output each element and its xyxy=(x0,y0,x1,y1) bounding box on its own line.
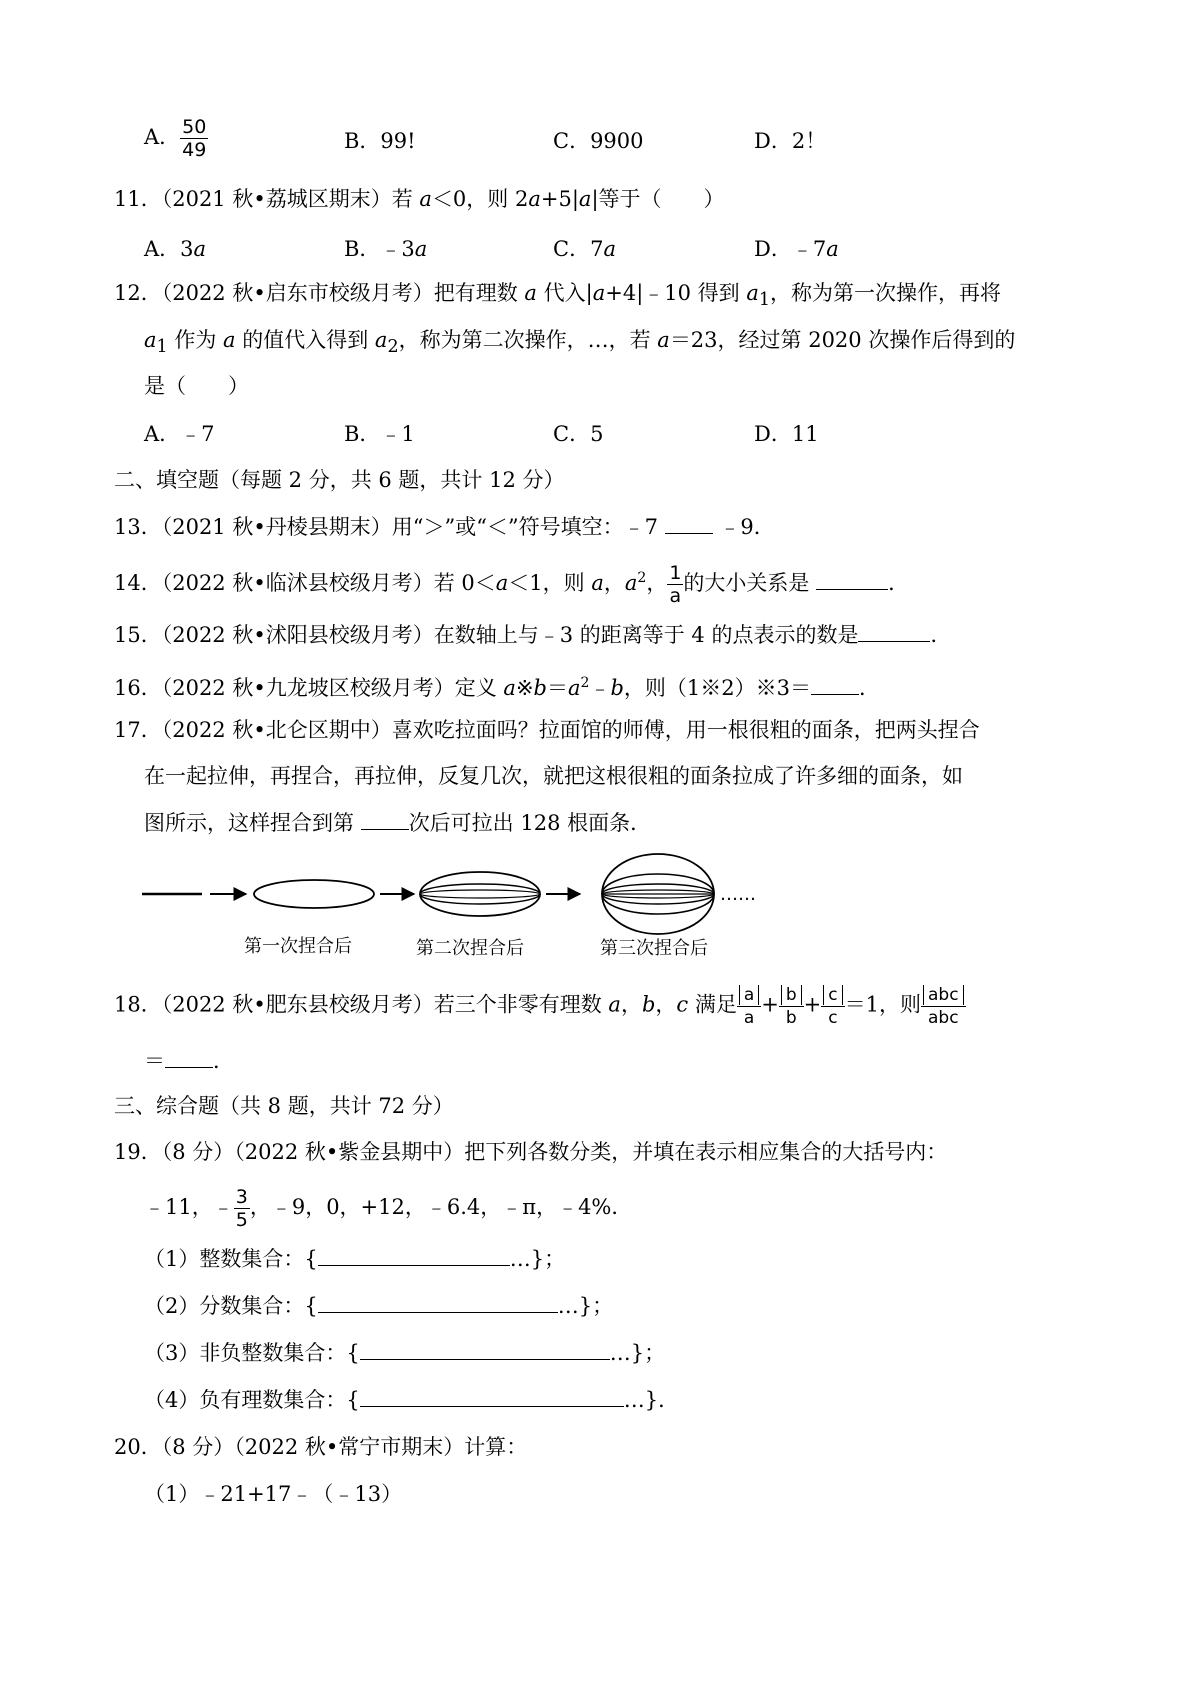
q10-option-a-fraction: $\frac{50}{49}$ xyxy=(182,116,207,161)
q12-option-b: B．﹣1 xyxy=(344,422,415,446)
fold-3-label: 第三次捏合后 xyxy=(600,938,708,959)
q18-abs-c-over-c: $\frac{c}{c}$ xyxy=(821,983,844,1029)
q11-option-d: D．﹣7a xyxy=(754,237,839,261)
q20-part1: （1）﹣21+17﹣（﹣13） xyxy=(144,1482,403,1506)
q17-stem-line1: 17．（2022 秋•北仑区期中）喜欢吃拉面吗？拉面馆的师傅，用一根很粗的面条，把两头捏合 xyxy=(114,718,980,742)
q12-stem-line3: 是（ ） xyxy=(144,374,249,398)
q11-option-c: C．7a xyxy=(553,237,616,261)
q18-abs-a-over-a: $\frac{a}{a}$ xyxy=(737,983,761,1029)
q10-option-a: A． $\frac{50}{49}$ xyxy=(144,116,207,161)
fold-2-label: 第二次捏合后 xyxy=(416,938,524,959)
q12-option-c: C．5 xyxy=(553,422,604,446)
q19-set-integers: （1）整数集合：{ …}； xyxy=(144,1247,566,1271)
q14-stem: 14．（2022 秋•临沭县校级月考）若 0＜a＜1，则 a，$a^2$， $\frac{1}{a}$ 的大小关系是 ． xyxy=(114,562,910,607)
q10-option-d: D．2！ xyxy=(754,129,827,153)
q18-stem-line2: ＝ ． xyxy=(144,1049,234,1073)
q20-stem: 20．（8 分）（2022 秋•常宁市期末）计算： xyxy=(114,1435,528,1459)
q12-option-a: A．﹣7 xyxy=(144,422,215,446)
q11-stem: 11．（2021 秋•荔城区期末）若 a＜0，则 2a+5|a|等于（ ） xyxy=(114,187,725,211)
q15-stem: 15．（2022 秋•沭阳县校级月考）在数轴上与﹣3 的距离等于 4 的点表示的数是 ． xyxy=(114,623,952,647)
q17-stem-line2: 在一起拉伸，再捏合，再拉伸，反复几次，就把这根很粗的面条拉成了许多细的面条，如 xyxy=(144,764,963,788)
fold-1-shape xyxy=(254,880,374,908)
q13-stem: 13．（2021 秋•丹棱县期末）用“＞”或“＜”符号填空：﹣7 ﹣9． xyxy=(114,515,775,539)
q12-option-d: D．11 xyxy=(754,422,819,446)
q19-fractions-blank[interactable] xyxy=(318,1292,558,1313)
noodle-folding-diagram xyxy=(128,850,788,960)
q14-fraction: $\frac{1}{a}$ xyxy=(669,562,682,607)
q19-set-nonneg-integers: （3）非负整数集合：{ …}； xyxy=(144,1341,666,1365)
q19-integers-blank[interactable] xyxy=(318,1245,510,1266)
q11-option-a: A．3a xyxy=(144,237,207,261)
q16-stem: 16．（2022 秋•九龙坡区校级月考）定义 $a※b=a^2﹣b$，则（1※2）※3＝ ． xyxy=(114,675,880,700)
q19-set-neg-rationals: （4）负有理数集合：{ …}． xyxy=(144,1388,680,1412)
q18-stem-line1: 18．（2022 秋•肥东县校级月考）若三个非零有理数 a，b，c 满足 $\frac{a}{a}$ + $\frac{b}{b}$ + $\frac{c}{c}$ ＝1，则 $\frac{\text{abc}}{\text{abc}}$ xyxy=(114,983,966,1029)
q19-set-fractions: （2）分数集合：{ …}； xyxy=(144,1294,614,1318)
section2-heading: 二、填空题（每题 2 分，共 6 题，共计 12 分） xyxy=(114,468,565,492)
q19-fraction: $\frac{3}{5}$ xyxy=(235,1186,248,1231)
q17-answer-blank[interactable] xyxy=(361,809,409,830)
q18-answer-blank[interactable] xyxy=(165,1047,213,1068)
q13-answer-blank[interactable] xyxy=(665,513,713,534)
fold-2-shape xyxy=(420,872,540,916)
q10-option-c: C．9900 xyxy=(553,129,644,153)
q19-neg-rationals-blank[interactable] xyxy=(360,1386,624,1407)
q12-stem-line1: 12．（2022 秋•启东市校级月考）把有理数 a 代入|a+4|﹣10 得到 $a_1$，称为第一次操作，再将 xyxy=(114,281,1002,311)
continuation-dots: …… xyxy=(720,884,756,905)
q11-option-b: B．﹣3a xyxy=(344,237,428,261)
q12-stem-line2: $a_1$ 作为 a 的值代入得到 $a_2$，称为第二次操作，…，若 a＝23，经过第 2020 次操作后得到的 xyxy=(144,328,1016,358)
q17-stem-line3: 图所示，这样捏合到第 次后可拉出 128 根面条． xyxy=(144,811,652,835)
q14-answer-blank[interactable] xyxy=(816,569,888,590)
q18-abs-b-over-b: $\frac{b}{b}$ xyxy=(779,983,804,1029)
q19-nonneg-integers-blank[interactable] xyxy=(360,1339,610,1360)
q10-option-b: B．99! xyxy=(344,129,416,153)
q15-answer-blank[interactable] xyxy=(858,621,930,642)
q19-numbers: ﹣11，﹣ $\frac{3}{5}$ ，﹣9，0，+12，﹣6.4，﹣π，﹣4%． xyxy=(144,1186,633,1231)
q16-answer-blank[interactable] xyxy=(811,674,859,695)
q19-stem: 19．（8 分）（2022 秋•紫金县期中）把下列各数分类，并填在表示相应集合的大括号内： xyxy=(114,1140,948,1164)
q18-abs-abc-over-abc: $\frac{\text{abc}}{\text{abc}}$ xyxy=(921,983,966,1029)
fold-3-shape xyxy=(602,854,714,934)
section3-heading: 三、综合题（共 8 题，共计 72 分） xyxy=(114,1094,454,1118)
fold-1-label: 第一次捏合后 xyxy=(244,936,352,957)
